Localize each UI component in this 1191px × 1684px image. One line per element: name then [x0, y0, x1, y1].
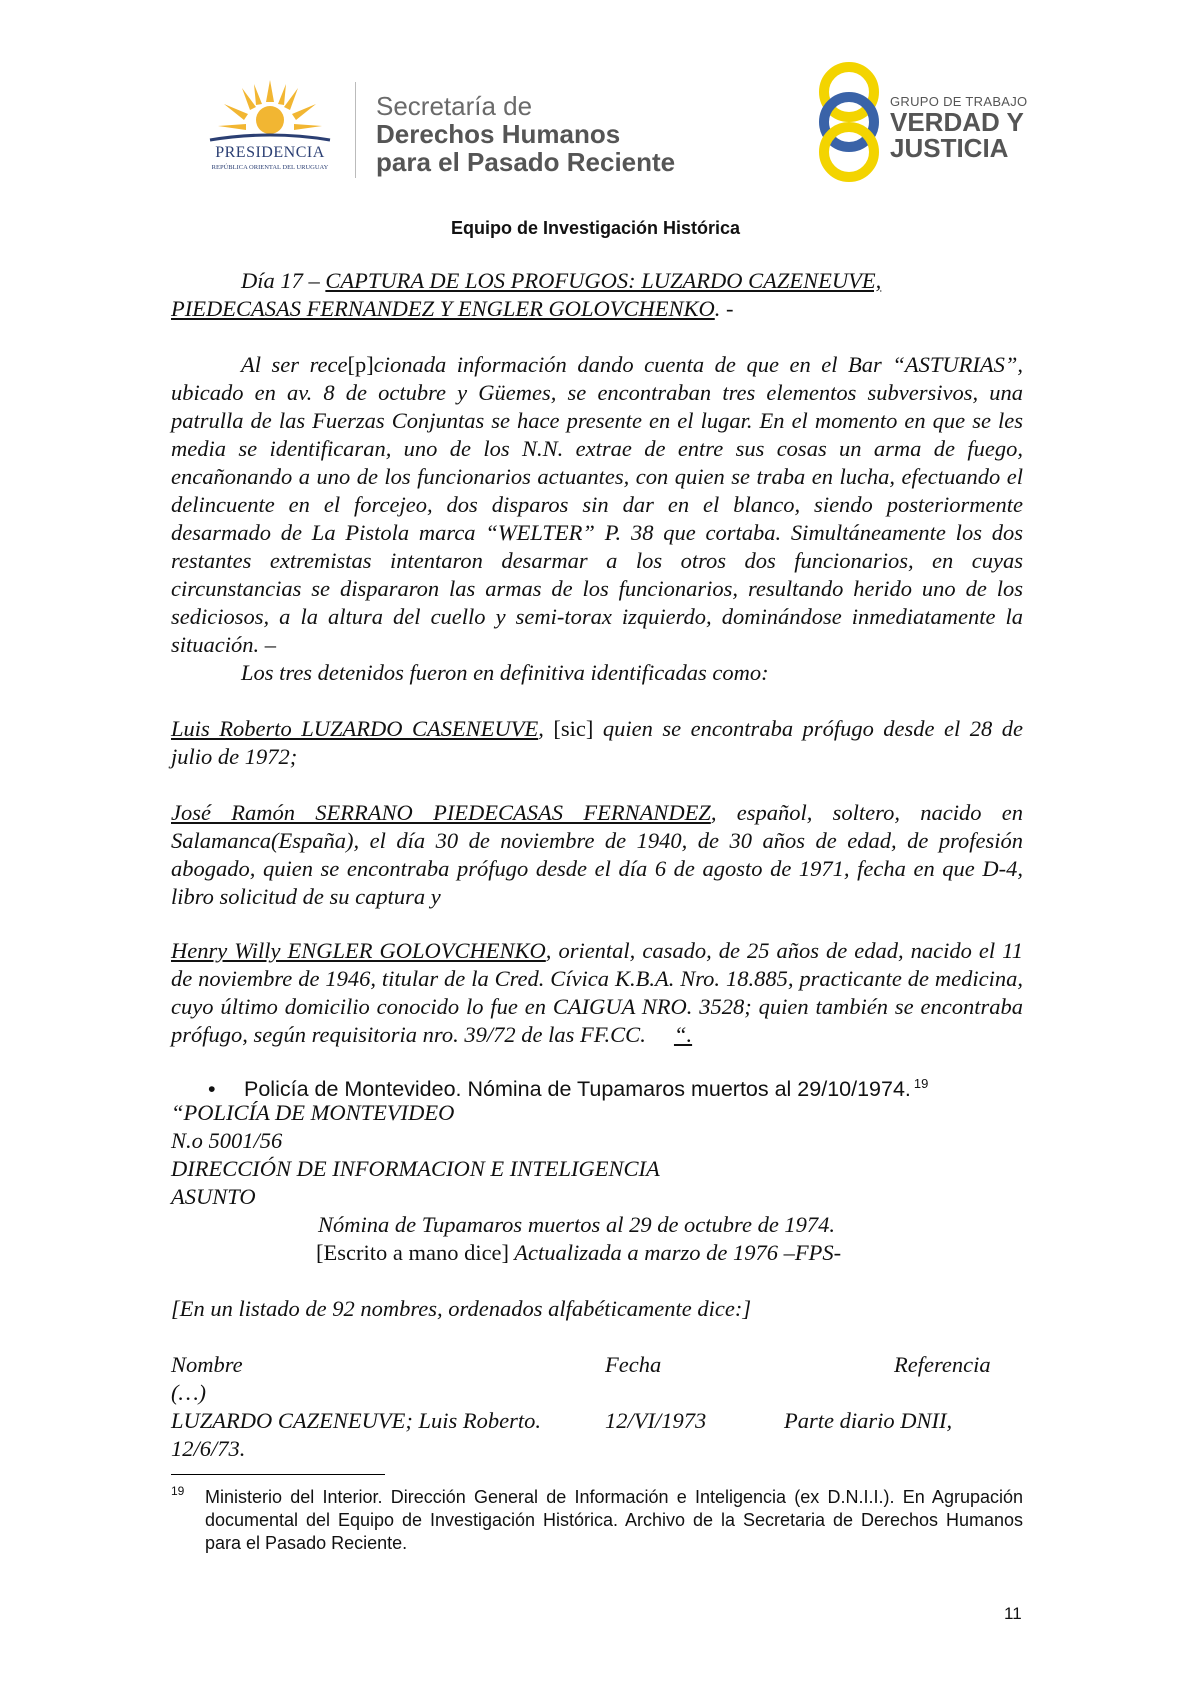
- verdad-justicia-text: [890, 95, 1027, 161]
- quote-line-1: “POLICÍA DE MONTEVIDEO: [171, 1100, 455, 1125]
- table-header-name: Nombre: [171, 1352, 243, 1377]
- secretaria-line-1: Secretaría de: [376, 91, 533, 121]
- table-ellipsis: (…): [171, 1380, 206, 1405]
- person-2-text: , español, soltero, nacido en Salamanca(España), el día 30 de noviembre de 1940, de 30 años de edad, de profesión abogado, quien se encontraba prófugo desde el día 6 de agosto de 1971, fecha en que D-4, libro solicitud de su captura y: [171, 800, 1023, 909]
- person-3-closing: “.: [673, 1022, 693, 1047]
- secretaria-logo-text: [376, 92, 706, 176]
- identified-line: [241, 659, 1023, 687]
- footnote-number: 19: [171, 1484, 185, 1498]
- person-1-text: quien se encontraba prófugo desde el 28 de julio de 1972;: [171, 716, 1024, 769]
- secretaria-line-3: para el Pasado Reciente: [376, 147, 676, 177]
- main-paragraph: [171, 351, 1023, 659]
- day-title-line-2: PIEDECASAS FERNANDEZ Y ENGLER GOLOVCHENKO: [171, 296, 715, 321]
- quote-line-6: [171, 1239, 1023, 1267]
- team-title: Equipo de Investigación Histórica: [450, 218, 741, 238]
- quote-block: [171, 1099, 1023, 1267]
- day-prefix: Día 17 –: [241, 268, 326, 293]
- presidencia-logo: [190, 80, 350, 180]
- table-header-reference: Referencia: [894, 1352, 991, 1377]
- presidencia-logo-text: PRESIDENCIA: [215, 144, 325, 161]
- gvj-line-3: JUSTICIA: [890, 133, 1009, 163]
- person-3-name: Henry Willy ENGLER GOLOVCHENKO: [171, 938, 546, 963]
- quote-line-6-rest: Actualizada a marzo de 1976 –FPS-: [509, 1240, 842, 1265]
- quote-line-2: N.o 5001/56: [171, 1128, 283, 1153]
- person-1: [171, 715, 1023, 771]
- page-number: 11: [1004, 1604, 1022, 1623]
- quote-line-3: DIRECCIÓN DE INFORMACION E INTELIGENCIA: [171, 1156, 660, 1181]
- person-1-sic: [sic]: [553, 716, 594, 741]
- main-paragraph-start: Al ser rece: [241, 352, 348, 377]
- secretaria-line-2: Derechos Humanos: [376, 119, 621, 149]
- day-heading: [171, 267, 1023, 323]
- gvj-line-2: VERDAD Y: [890, 107, 1024, 137]
- person-1-name: Luis Roberto LUZARDO CASENEUVE: [171, 716, 539, 741]
- table-header-date: Fecha: [605, 1352, 662, 1377]
- person-3: [171, 937, 1023, 1049]
- footnote-divider: [171, 1474, 385, 1475]
- presidencia-sub-text: REPÚBLICA ORIENTAL DEL URUGUAY: [211, 164, 329, 171]
- bullet-item: [208, 1071, 928, 1102]
- quote-line-4: ASUNTO: [171, 1184, 256, 1209]
- person-2-name: José Ramón SERRANO PIEDECASAS FERNANDEZ: [171, 800, 711, 825]
- header-divider: [355, 82, 356, 178]
- quote-line-6-bracket: [Escrito a mano dice]: [316, 1240, 510, 1265]
- main-paragraph-body: cionada información dando cuenta de que en el Bar “ASTURIAS”, ubicado en av. 8 de octubre y Güemes, se encontraban tres elementos subversivos, una patrulla de las Fuerzas Conjuntas se hace presente en el lugar. En el momento en que se les media se identificaran, uno de los N.N. extrae de entre sus cosas un arma de fuego, encañonando a uno de los funcionarios actuantes, con quien se traba en lucha, efectuando el delincuente en el forcejeo, dos disparos sin dar en el blanco, siendo posteriormente desarmado de La Pistola marca “WELTER” P. 38 que cortaba. Simultáneamente los dos restantes extremistas intentaron desarmar a los otros dos funcionarios, en cuyas circunstancias se dispararon las armas de los funcionarios, resultando herido uno de los sediciosos, a la altura del cuello y semi-torax izquierdo, dominándose inmediatamente la situación. –: [171, 352, 1024, 657]
- table-row-name: LUZARDO CAZENEUVE; Luis Roberto.: [171, 1408, 542, 1433]
- person-3-text: , oriental, casado, de 25 años de edad, nacido el 11 de noviembre de 1946, titular de la Cred. Cívica K.B.A. Nro. 18.885, practicante de medicina, cuyo último domicilio conocido lo fue en CAIGUA NRO. 3528; quien también se encontraba prófugo, según requisitoria nro. 39/72 de las FF.CC.: [171, 938, 1023, 1047]
- gvj-line-1: GRUPO DE TRABAJO: [890, 94, 1028, 109]
- footnote-text: Ministerio del Interior. Dirección General de Información e Inteligencia (ex D.N.I.I.). En Agrupación documental del Equipo de Investigación Histórica. Archivo de la Secretaria de Derechos Humanos para el Pasado Reciente.: [205, 1487, 1023, 1553]
- sun-icon: [190, 80, 350, 150]
- footnote-ref: 19: [913, 1076, 929, 1091]
- main-paragraph-bracket: [p]: [347, 352, 374, 377]
- bullet-symbol: •: [208, 1077, 216, 1102]
- listing-note: [En un listado de 92 nombres, ordenados alfabéticamente dice:]: [171, 1296, 752, 1321]
- identified-text: Los tres detenidos fueron en definitiva identificadas como:: [241, 660, 769, 685]
- table-row-continuation: 12/6/73.: [171, 1436, 246, 1461]
- day-title-suffix: . -: [714, 296, 734, 321]
- bullet-text: Policía de Montevideo. Nómina de Tupamaros muertos al 29/10/1974.: [244, 1077, 911, 1102]
- person-2: [171, 799, 1023, 911]
- verdad-justicia-rings-icon: [815, 62, 883, 182]
- person-1-comma: ,: [538, 716, 544, 741]
- quote-line-5: Nómina de Tupamaros muertos al 29 de octubre de 1974.: [318, 1212, 836, 1237]
- table-row-reference: Parte diario DNII,: [784, 1408, 953, 1433]
- day-title-line-1: CAPTURA DE LOS PROFUGOS: LUZARDO CAZENEUVE,: [325, 268, 882, 293]
- table-row-date: 12/VI/1973: [605, 1408, 707, 1433]
